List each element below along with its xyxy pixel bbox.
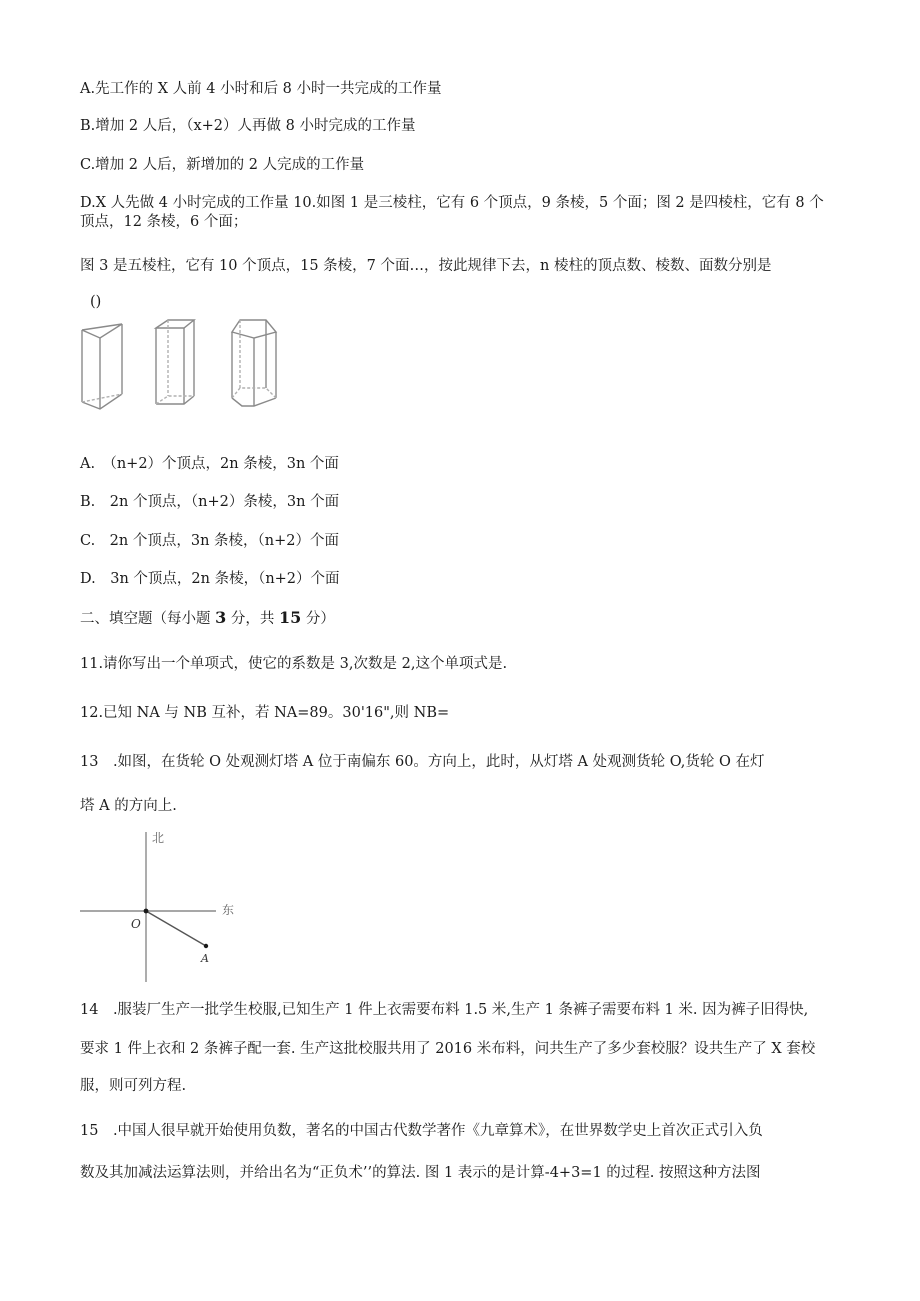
section-heading-prefix: 二、填空题（每小题 bbox=[80, 611, 216, 627]
square-prism-figure bbox=[156, 320, 194, 404]
section-heading-mid: 分，共 bbox=[226, 611, 279, 627]
section-heading-suffix: 分） bbox=[301, 611, 335, 627]
ray-oa bbox=[146, 911, 206, 946]
pentagonal-prism-figure bbox=[232, 320, 276, 406]
q15-line2: 数及其加减法运算法则，并给出名为“正负术’’的算法. 图 1 表示的是计算-4+3=1 的过程. 按照这种方法图 bbox=[80, 1165, 761, 1181]
north-label: 北 bbox=[152, 831, 165, 845]
q11-text: 11.请你写出一个单项式，使它的系数是 3,次数是 2,这个单项式是. bbox=[80, 656, 508, 672]
q14-line3: 服，则可列方程. bbox=[80, 1078, 187, 1094]
q9-option-c: C.增加 2 人后，新增加的 2 人完成的工作量 bbox=[80, 157, 365, 173]
q10-option-b: B. 2n 个顶点，（n+2）条棱，3n 个面 bbox=[80, 494, 340, 510]
prism-figures bbox=[76, 314, 286, 412]
point-o bbox=[144, 909, 149, 914]
q10-option-d: D. 3n 个顶点，2n 条棱，（n+2）个面 bbox=[80, 571, 340, 587]
section-heading-fill-in bbox=[80, 608, 335, 629]
q12-text: 12.已知 NA 与 NB 互补，若 NA=89。30'16",则 NB= bbox=[80, 705, 450, 721]
compass-diagram bbox=[76, 826, 246, 986]
q9-option-d-line1: D.X 人先做 4 小时完成的工作量 10.如图 1 是三棱柱，它有 6 个顶点，9 条棱，5 个面；图 2 是四棱柱，它有 8 个 bbox=[80, 195, 824, 211]
q13-line2: 塔 A 的方向上. bbox=[80, 798, 177, 814]
point-a bbox=[204, 944, 208, 948]
q10-option-c: C. 2n 个顶点，3n 条棱，（n+2）个面 bbox=[80, 533, 339, 549]
east-label: 东 bbox=[222, 903, 235, 917]
origin-label: O bbox=[131, 917, 141, 931]
section-points-per-item: 3 bbox=[215, 608, 227, 627]
q14-line2: 要求 1 件上衣和 2 条裤子配一套. 生产这批校服共用了 2016 米布料，问共生产了多少套校服？设共生产了 X 套校 bbox=[80, 1041, 816, 1057]
q9-option-a: A.先工作的 X 人前 4 小时和后 8 小时一共完成的工作量 bbox=[80, 81, 442, 97]
q10-answer-paren: () bbox=[90, 294, 102, 310]
q9-option-b: B.增加 2 人后，（x+2）人再做 8 小时完成的工作量 bbox=[80, 118, 416, 134]
q9-option-d-line2: 顶点，12 条棱，6 个面； bbox=[80, 214, 248, 230]
q10-stem-line3: 图 3 是五棱柱，它有 10 个顶点，15 条棱，7 个面…，按此规律下去，n 棱柱的顶点数、棱数、面数分别是 bbox=[80, 258, 772, 274]
q13-line1: 13 .如图，在货轮 O 处观测灯塔 A 位于南偏东 60。方向上，此时，从灯塔 A 处观测货轮 O,货轮 O 在灯 bbox=[80, 754, 765, 770]
triangular-prism-figure bbox=[82, 324, 122, 409]
q15-line1: 15 .中国人很早就开始使用负数，著名的中国古代数学著作《九章算术》，在世界数学史上首次正式引入负 bbox=[80, 1123, 763, 1139]
q10-option-a: A. （n+2）个顶点，2n 条棱，3n 个面 bbox=[80, 456, 339, 472]
point-a-label: A bbox=[201, 952, 209, 965]
q14-line1: 14 .服装厂生产一批学生校服,已知生产 1 件上衣需要布料 1.5 米,生产 1 条裤子需要布料 1 米. 因为裤子旧得快, bbox=[80, 1002, 809, 1018]
section-total-points: 15 bbox=[278, 608, 302, 627]
